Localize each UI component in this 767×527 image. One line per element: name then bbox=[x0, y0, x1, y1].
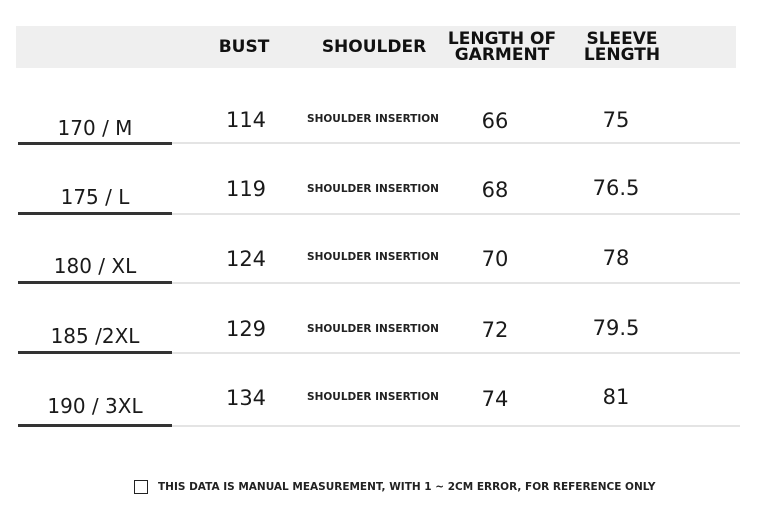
sleeve-value: 76.5 bbox=[592, 176, 640, 200]
header-shoulder: SHOULDER bbox=[321, 37, 427, 57]
table-row bbox=[0, 384, 767, 454]
shoulder-value: SHOULDER INSERTION bbox=[307, 251, 439, 263]
table-row bbox=[0, 314, 767, 384]
size-label: 190 / 3XL bbox=[47, 394, 143, 418]
table-row bbox=[0, 104, 767, 174]
row-divider bbox=[172, 213, 740, 215]
header-sleeve-length bbox=[572, 31, 672, 63]
sleeve-value: 81 bbox=[602, 385, 630, 409]
size-underline bbox=[18, 142, 172, 145]
header-length-line2: GARMENT bbox=[454, 45, 550, 65]
bust-value: 129 bbox=[225, 317, 267, 341]
checkbox-icon bbox=[134, 480, 148, 494]
length-value: 68 bbox=[481, 178, 509, 202]
header-sleeve-line1: SLEEVE bbox=[586, 29, 658, 49]
sleeve-value: 78 bbox=[602, 246, 630, 270]
size-label: 180 / XL bbox=[53, 254, 137, 278]
size-underline bbox=[18, 351, 172, 354]
shoulder-value: SHOULDER INSERTION bbox=[307, 391, 439, 403]
length-value: 72 bbox=[481, 318, 509, 342]
size-underline bbox=[18, 281, 172, 284]
shoulder-value: SHOULDER INSERTION bbox=[307, 113, 439, 125]
measurement-note bbox=[134, 478, 655, 496]
row-divider bbox=[172, 142, 740, 144]
length-value: 74 bbox=[481, 387, 509, 411]
row-divider bbox=[172, 282, 740, 284]
sleeve-value: 79.5 bbox=[592, 316, 640, 340]
header-bust: BUST bbox=[218, 37, 270, 57]
sleeve-value: 75 bbox=[602, 108, 630, 132]
row-divider bbox=[172, 352, 740, 354]
table-row bbox=[0, 244, 767, 314]
bust-value: 119 bbox=[225, 177, 267, 201]
bust-value: 124 bbox=[225, 247, 267, 271]
size-underline bbox=[18, 424, 172, 427]
measurement-note-text: THIS DATA IS MANUAL MEASUREMENT, WITH 1 ~ 2CM ERROR, FOR REFERENCE ONLY bbox=[158, 481, 656, 493]
length-value: 66 bbox=[481, 109, 509, 133]
bust-value: 114 bbox=[225, 108, 267, 132]
size-label: 175 / L bbox=[60, 185, 130, 209]
size-label: 170 / M bbox=[57, 116, 133, 140]
length-value: 70 bbox=[481, 247, 509, 271]
bust-value: 134 bbox=[225, 386, 267, 410]
table-row bbox=[0, 174, 767, 244]
header-length-of-garment bbox=[443, 31, 561, 63]
row-divider bbox=[172, 425, 740, 427]
shoulder-value: SHOULDER INSERTION bbox=[307, 323, 439, 335]
size-underline bbox=[18, 212, 172, 215]
shoulder-value: SHOULDER INSERTION bbox=[307, 183, 439, 195]
header-sleeve-line2: LENGTH bbox=[583, 45, 661, 65]
size-label: 185 /2XL bbox=[50, 324, 140, 348]
header-length-line1: LENGTH OF bbox=[447, 29, 557, 49]
